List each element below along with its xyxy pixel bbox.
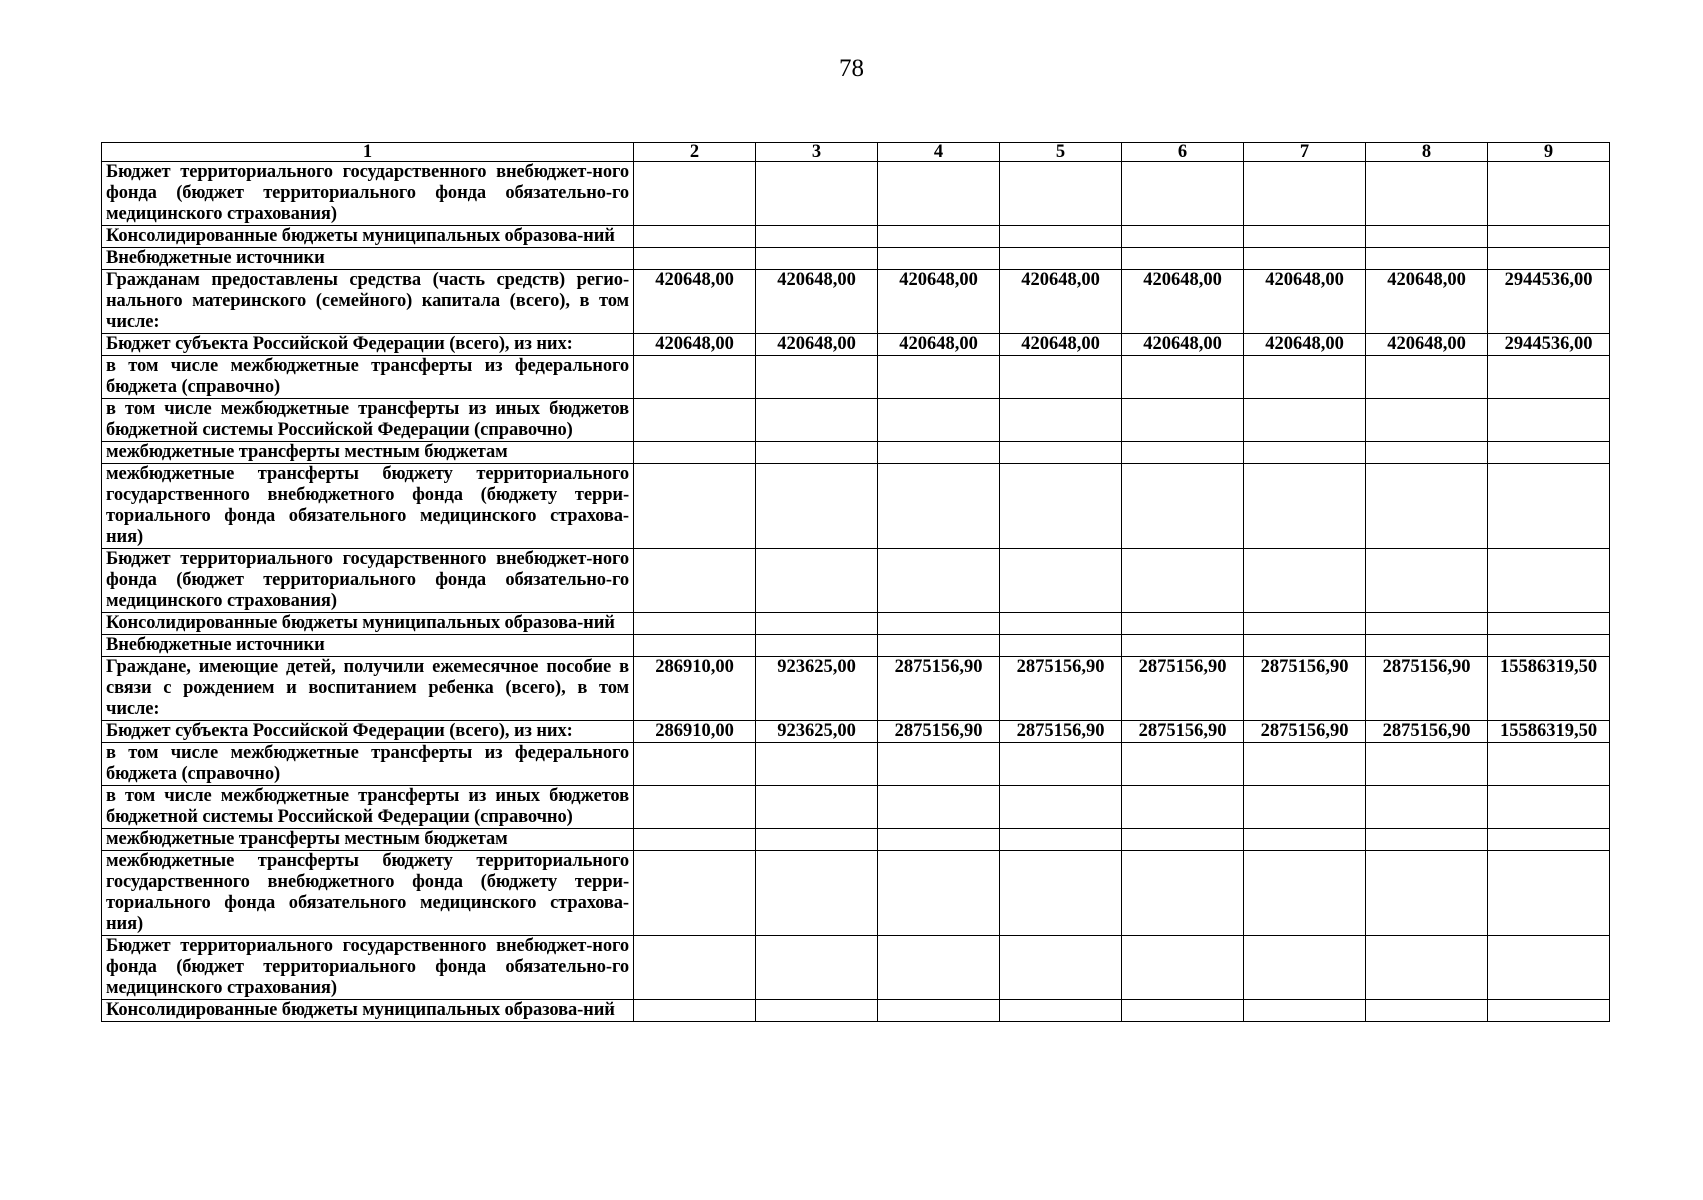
budget-table (101, 142, 1610, 1022)
value-cell: 2875156,90 (878, 657, 1000, 721)
value-cell (1366, 635, 1488, 657)
value-cell (1244, 613, 1366, 635)
table-row (102, 721, 1610, 743)
value-cell (878, 399, 1000, 442)
value-cell (1000, 851, 1122, 936)
value-cell: 2875156,90 (878, 721, 1000, 743)
value-cell: 15586319,50 (1488, 657, 1610, 721)
value-cell (634, 1000, 756, 1022)
value-cell (1000, 635, 1122, 657)
value-cell (1488, 786, 1610, 829)
value-cell (634, 356, 756, 399)
table-row (102, 356, 1610, 399)
value-cell (1366, 743, 1488, 786)
row-label: Внебюджетные источники (102, 635, 634, 657)
value-cell (1122, 613, 1244, 635)
value-cell: 420648,00 (756, 270, 878, 334)
value-cell (1366, 356, 1488, 399)
value-cell: 15586319,50 (1488, 721, 1610, 743)
value-cell (1366, 248, 1488, 270)
value-cell: 2875156,90 (1244, 657, 1366, 721)
value-cell (756, 356, 878, 399)
value-cell (1366, 786, 1488, 829)
row-label: Бюджет субъекта Российской Федерации (всего), из них: (102, 334, 634, 356)
value-cell (1244, 851, 1366, 936)
value-cell (1000, 356, 1122, 399)
value-cell (1122, 829, 1244, 851)
column-header: 4 (878, 143, 1000, 162)
value-cell (756, 226, 878, 248)
value-cell (634, 936, 756, 1000)
value-cell (1122, 162, 1244, 226)
value-cell (1488, 613, 1610, 635)
value-cell: 923625,00 (756, 721, 878, 743)
value-cell: 420648,00 (1244, 270, 1366, 334)
value-cell (878, 226, 1000, 248)
value-cell (1122, 399, 1244, 442)
row-label: в том числе межбюджетные трансферты из иных бюджетов бюджетной системы Российской Федерации (справочно) (102, 399, 634, 442)
column-header: 7 (1244, 143, 1366, 162)
value-cell (1244, 743, 1366, 786)
value-cell (1000, 786, 1122, 829)
value-cell: 420648,00 (1000, 270, 1122, 334)
value-cell (878, 743, 1000, 786)
row-label: межбюджетные трансферты бюджету территориального государственного внебюджетного фонда (бюджету терри-ториального фонда обязательного медицинского страхова-ния) (102, 851, 634, 936)
value-cell (634, 613, 756, 635)
value-cell (1366, 829, 1488, 851)
table-row (102, 248, 1610, 270)
column-header: 8 (1366, 143, 1488, 162)
row-label: межбюджетные трансферты бюджету территориального государственного внебюджетного фонда (бюджету терри-ториального фонда обязательного медицинского страхова-ния) (102, 464, 634, 549)
value-cell (1000, 549, 1122, 613)
value-cell (1488, 1000, 1610, 1022)
value-cell (634, 786, 756, 829)
value-cell (1000, 936, 1122, 1000)
value-cell: 420648,00 (1366, 334, 1488, 356)
value-cell (1122, 851, 1244, 936)
value-cell (756, 162, 878, 226)
value-cell (756, 1000, 878, 1022)
value-cell (1366, 399, 1488, 442)
row-label: межбюджетные трансферты местным бюджетам (102, 829, 634, 851)
value-cell (1122, 635, 1244, 657)
table-row (102, 829, 1610, 851)
value-cell (1000, 1000, 1122, 1022)
row-label: Внебюджетные источники (102, 248, 634, 270)
value-cell (1244, 248, 1366, 270)
value-cell: 2875156,90 (1122, 721, 1244, 743)
value-cell (1244, 442, 1366, 464)
value-cell (756, 786, 878, 829)
value-cell: 286910,00 (634, 721, 756, 743)
value-cell (878, 786, 1000, 829)
value-cell (1366, 464, 1488, 549)
value-cell (1000, 829, 1122, 851)
value-cell (878, 248, 1000, 270)
column-header: 5 (1000, 143, 1122, 162)
value-cell (1000, 613, 1122, 635)
value-cell (1488, 442, 1610, 464)
table-row (102, 334, 1610, 356)
value-cell (1488, 226, 1610, 248)
column-header: 9 (1488, 143, 1610, 162)
table-row (102, 162, 1610, 226)
value-cell (1488, 464, 1610, 549)
value-cell (1122, 743, 1244, 786)
value-cell: 2875156,90 (1122, 657, 1244, 721)
value-cell: 420648,00 (1000, 334, 1122, 356)
value-cell: 420648,00 (1366, 270, 1488, 334)
value-cell (756, 851, 878, 936)
value-cell (634, 549, 756, 613)
value-cell: 420648,00 (634, 334, 756, 356)
value-cell (1488, 936, 1610, 1000)
value-cell (756, 743, 878, 786)
row-label: межбюджетные трансферты местным бюджетам (102, 442, 634, 464)
column-header: 3 (756, 143, 878, 162)
column-header: 2 (634, 143, 756, 162)
value-cell (1122, 786, 1244, 829)
value-cell (1244, 786, 1366, 829)
row-label: Бюджет территориального государственного внебюджет-ного фонда (бюджет территориального фонда обязательно-го медицинского страхования) (102, 936, 634, 1000)
value-cell (878, 851, 1000, 936)
value-cell (634, 442, 756, 464)
value-cell (878, 162, 1000, 226)
value-cell (1244, 936, 1366, 1000)
value-cell (634, 743, 756, 786)
row-label: в том числе межбюджетные трансферты из федерального бюджета (справочно) (102, 356, 634, 399)
table-row (102, 464, 1610, 549)
value-cell: 420648,00 (878, 270, 1000, 334)
value-cell (756, 936, 878, 1000)
value-cell (878, 1000, 1000, 1022)
value-cell (1122, 248, 1244, 270)
value-cell (1244, 356, 1366, 399)
value-cell (878, 356, 1000, 399)
value-cell (1000, 162, 1122, 226)
value-cell (1488, 162, 1610, 226)
value-cell (1000, 399, 1122, 442)
value-cell (1122, 442, 1244, 464)
row-label: Консолидированные бюджеты муниципальных образова-ний (102, 1000, 634, 1022)
table-row (102, 635, 1610, 657)
table-row (102, 399, 1610, 442)
value-cell: 420648,00 (878, 334, 1000, 356)
value-cell (756, 549, 878, 613)
row-label: в том числе межбюджетные трансферты из федерального бюджета (справочно) (102, 743, 634, 786)
value-cell (878, 442, 1000, 464)
value-cell (1366, 162, 1488, 226)
value-cell: 2875156,90 (1366, 657, 1488, 721)
value-cell (756, 635, 878, 657)
value-cell (1000, 226, 1122, 248)
value-cell: 420648,00 (756, 334, 878, 356)
row-label: Граждане, имеющие детей, получили ежемесячное пособие в связи с рождением и воспитанием ребенка (всего), в том числе: (102, 657, 634, 721)
value-cell (1000, 464, 1122, 549)
value-cell: 2944536,00 (1488, 270, 1610, 334)
row-label: Гражданам предоставлены средства (часть средств) регио-нального материнского (семейного) капитала (всего), в том числе: (102, 270, 634, 334)
value-cell (634, 162, 756, 226)
row-label: Бюджет территориального государственного внебюджет-ного фонда (бюджет территориального фонда обязательно-го медицинского страхования) (102, 549, 634, 613)
value-cell (1366, 851, 1488, 936)
table-header-row (102, 143, 1610, 162)
value-cell (756, 464, 878, 549)
value-cell (878, 549, 1000, 613)
row-label: Консолидированные бюджеты муниципальных образова-ний (102, 613, 634, 635)
value-cell (1488, 851, 1610, 936)
value-cell (1488, 248, 1610, 270)
value-cell (634, 851, 756, 936)
value-cell (1244, 162, 1366, 226)
table-row (102, 1000, 1610, 1022)
value-cell: 286910,00 (634, 657, 756, 721)
value-cell (1366, 442, 1488, 464)
table-row (102, 851, 1610, 936)
value-cell: 2875156,90 (1366, 721, 1488, 743)
value-cell (1488, 635, 1610, 657)
value-cell (756, 442, 878, 464)
value-cell (1366, 936, 1488, 1000)
value-cell (756, 248, 878, 270)
table-row (102, 226, 1610, 248)
table-row (102, 743, 1610, 786)
value-cell (634, 399, 756, 442)
value-cell: 2875156,90 (1244, 721, 1366, 743)
value-cell: 420648,00 (1122, 334, 1244, 356)
value-cell (1122, 936, 1244, 1000)
value-cell (1122, 549, 1244, 613)
value-cell (1000, 442, 1122, 464)
value-cell: 923625,00 (756, 657, 878, 721)
value-cell (1244, 226, 1366, 248)
table-row (102, 549, 1610, 613)
value-cell (1122, 356, 1244, 399)
table-row (102, 442, 1610, 464)
value-cell (878, 464, 1000, 549)
value-cell (1122, 464, 1244, 549)
table-row (102, 657, 1610, 721)
value-cell (634, 635, 756, 657)
value-cell (756, 829, 878, 851)
table-body (102, 143, 1610, 1022)
value-cell (1244, 829, 1366, 851)
table-row (102, 936, 1610, 1000)
value-cell (1488, 829, 1610, 851)
value-cell (878, 613, 1000, 635)
value-cell (1244, 549, 1366, 613)
value-cell (634, 248, 756, 270)
row-label: Бюджет территориального государственного внебюджет-ного фонда (бюджет территориального фонда обязательно-го медицинского страхования) (102, 162, 634, 226)
value-cell: 2875156,90 (1000, 721, 1122, 743)
value-cell (1122, 226, 1244, 248)
row-label: Бюджет субъекта Российской Федерации (всего), из них: (102, 721, 634, 743)
value-cell (634, 464, 756, 549)
table-row (102, 613, 1610, 635)
table-row (102, 270, 1610, 334)
row-label: Консолидированные бюджеты муниципальных образова-ний (102, 226, 634, 248)
value-cell (1366, 226, 1488, 248)
value-cell (1000, 743, 1122, 786)
value-cell (1366, 613, 1488, 635)
value-cell: 420648,00 (634, 270, 756, 334)
value-cell (1000, 248, 1122, 270)
value-cell (1366, 549, 1488, 613)
row-label: в том числе межбюджетные трансферты из иных бюджетов бюджетной системы Российской Федерации (справочно) (102, 786, 634, 829)
column-header: 6 (1122, 143, 1244, 162)
value-cell (1366, 1000, 1488, 1022)
value-cell: 420648,00 (1122, 270, 1244, 334)
value-cell (634, 226, 756, 248)
value-cell: 2944536,00 (1488, 334, 1610, 356)
value-cell (1244, 1000, 1366, 1022)
value-cell (1488, 356, 1610, 399)
value-cell (756, 399, 878, 442)
value-cell (1122, 1000, 1244, 1022)
value-cell: 420648,00 (1244, 334, 1366, 356)
column-header: 1 (102, 143, 634, 162)
value-cell (1244, 635, 1366, 657)
value-cell (878, 829, 1000, 851)
value-cell (1488, 399, 1610, 442)
value-cell (1488, 549, 1610, 613)
table-row (102, 786, 1610, 829)
page-number: 78 (839, 55, 864, 82)
value-cell (878, 635, 1000, 657)
value-cell (1244, 399, 1366, 442)
value-cell (1488, 743, 1610, 786)
value-cell (756, 613, 878, 635)
value-cell (634, 829, 756, 851)
value-cell (878, 936, 1000, 1000)
value-cell (1244, 464, 1366, 549)
value-cell: 2875156,90 (1000, 657, 1122, 721)
